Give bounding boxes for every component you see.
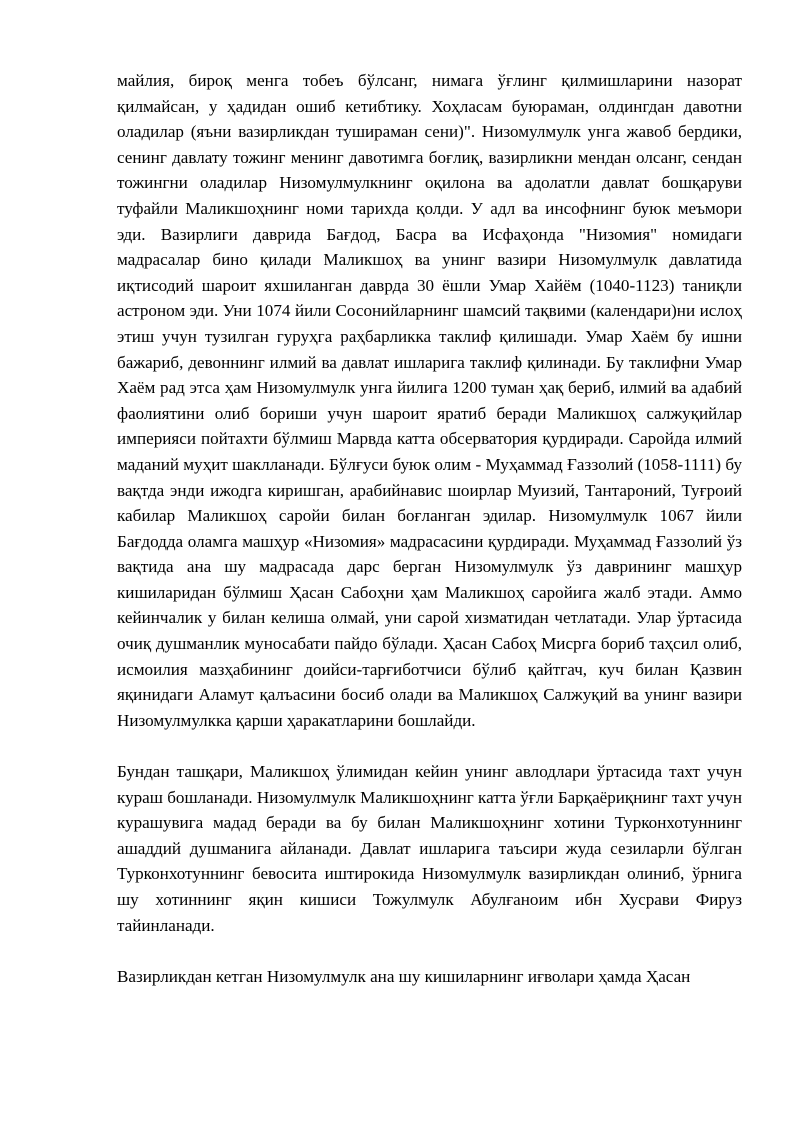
paragraph-1: майлия, бироқ менга тобеъ бўлсанг, нимага ўғлинг қилмишларини назорат қилмайсан, у ҳадидан ошиб кетибтику. Хоҳласам буюраман, олдингдан давотни оладилар (яъни вазирликдан тушираман сени)". Низомулмулк унга жавоб бердики, сенинг давлату тожинг менинг давотимга боғлиқ, вазирликни мендан олсанг, сендан тожингни оладилар Низомулмулкнинг оқилона ва адолатли давлат бошқаруви туфайли Маликшоҳнинг номи тарихда қолди. У адл ва инсофнинг буюк меъмори эди. Вазирлиги даврида Бағдод, Басра ва Исфаҳонда "Низомия" номидаги мадрасалар бино қилади Маликшоҳ ва унинг вазири Низомулмулк давлатида иқтисодий шароит яхшиланган даврда 30 ёшли Умар Хайём (1040-1123) таниқли астроном эди. Уни 1074 йили Сосонийларнинг шамсий тақвими (календари)ни ислоҳ этиш учун тузилган гуруҳга раҳбарликка таклиф қилишади. Умар Хаём бу ишни бажариб, девоннинг илмий ва давлат ишларига таклиф қилинади. Бу таклифни Умар Хаём рад этса ҳам Низомулмулк унга йилига 1200 туман ҳақ бериб, илмий ва адабий фаолиятини олиб бориши учун шароит яратиб беради Маликшоҳ салжуқийлар империяси пойтахти бўлмиш Марвда катта обсерватория қурдиради. Саройда илмий маданий муҳит шаклланади. Бўлғуси буюк олим - Муҳаммад Ғаззолий (1058-1111) бу вақтда энди ижодга киришган, арабийнавис шоирлар Муизий, Тантароний, Туғроий кабилар Маликшоҳ саройи билан боғланган эдилар. Низомулмулк 1067 йили Бағдодда оламга машҳур «Низомия» мадрасасини қурдиради. Муҳаммад Ғаззолий ўз вақтида ана шу мадрасада дарс берган Низомулмулк ўз даврининг машҳур кишиларидан бўлмиш Ҳасан Сабоҳни ҳам Маликшоҳ саройига жалб этади. Аммо кейинчалик у билан келиша олмай, уни сарой хизматидан четлатади. Улар ўртасида очиқ душманлик муносабати пайдо бўлади. Ҳасан Сабоҳ Мисрга бориб таҳсил олиб, исмоилия мазҳабининг доийси-тарғиботчиси бўлиб қайтгач, куч билан Қазвин яқинидаги Аламут қалъасини босиб олади ва Маликшоҳ Салжуқий ва унинг вазири Низомулмулкка қарши ҳаракатларини бошлайди. <box>117 71 742 730</box>
paragraph-2: Бундан ташқари, Маликшоҳ ўлимидан кейин унинг авлодлари ўртасида тахт учун кураш бошланади. Низомулмулк Маликшоҳнинг катта ўғли Барқаёриқнинг тахт учун курашувига мадад беради ва бу билан Маликшоҳнинг хотини Турконхотуннинг ашаддий душманига айланади. Давлат ишларига таъсири жуда сезиларли бўлган Турконхотуннинг бевосита иштирокида Низомулмулк вазирликдан олиниб, ўрнига шу хотиннинг яқин кишиси Тожулмулк Абулғаноим ибн Хусрави Фируз тайинланади. <box>117 762 742 935</box>
paragraph-3: Вазирликдан кетган Низомулмулк ана шу кишиларнинг иғволари ҳамда Ҳасан <box>117 966 691 986</box>
document-page <box>117 68 742 989</box>
paragraph-gap <box>117 938 742 964</box>
paragraph-gap <box>117 733 742 759</box>
